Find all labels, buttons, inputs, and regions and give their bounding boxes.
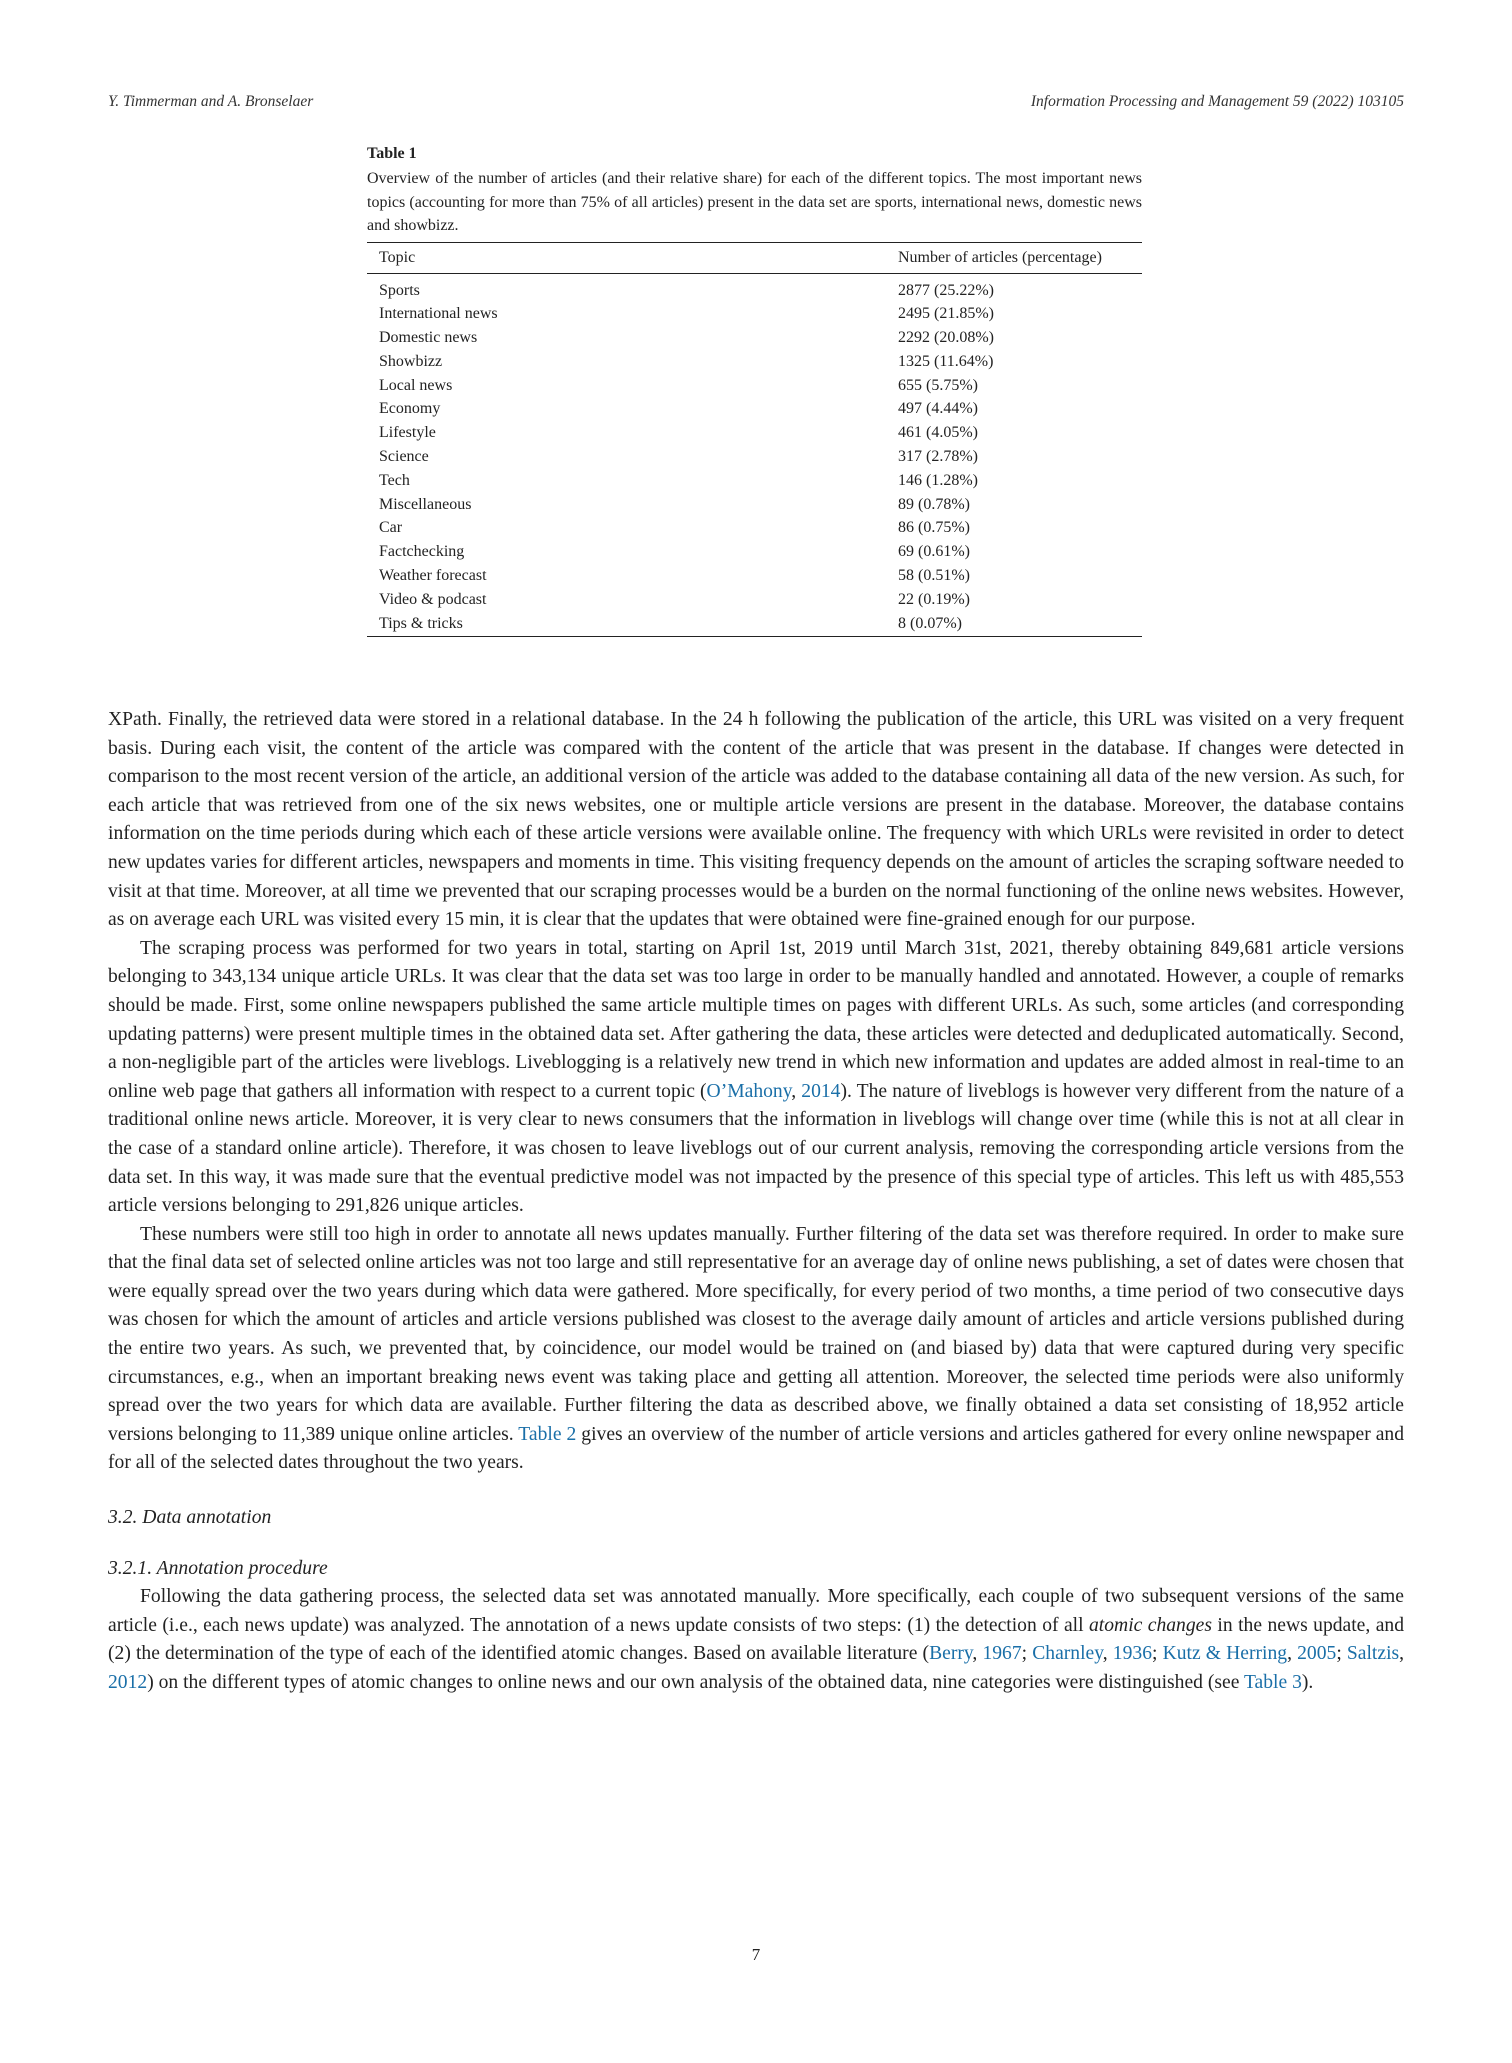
paragraph-1: XPath. Finally, the retrieved data were stored in a relational database. In the 24 h following the publication of the article, this URL was visited on a very frequent basis. During each visit, the content of the article was compared with the content of the article that was present in the database. If changes were detected in comparison to the most recent version of the article, an additional version of the article was added to the database containing all data of the new version. As such, for each article that was retrieved from one of the six news websites, one or multiple article versions are present in the database. Moreover, the database contains information on the time periods during which each of these article versions were available online. The frequency with which URLs were revisited in order to detect new updates varies for different articles, newspapers and moments in time. This visiting frequency depends on the amount of articles the scraping software needed to visit at that time. Moreover, at all time we prevented that our scraping processes would be a burden on the normal functioning of the online news websites. However, as on average each URL was visited every 15 min, it is clear that the updates that were obtained were fine-grained enough for our purpose. <box>108 709 1404 931</box>
citation-separator: ; <box>1336 1643 1347 1665</box>
subsection-heading: 3.2.1. Annotation procedure <box>108 1557 328 1579</box>
count-cell: 2877 (25.22%) <box>898 281 994 299</box>
table-2-link[interactable]: Table 2 <box>518 1423 577 1445</box>
paragraph-4-text-c: ) on the different types of atomic changes to online news and our own analysis of the obtained data, nine categories were distinguished (see <box>147 1672 1244 1693</box>
table-row <box>367 493 1142 517</box>
header-authors: Y. Timmerman and A. Bronselaer <box>108 93 314 110</box>
column-header-count: Number of articles (percentage) <box>886 242 1142 273</box>
topic-cell: Economy <box>379 400 441 418</box>
table-row <box>367 612 1142 637</box>
paragraph-4-text-b: in the news update, and (2) the determination of the type of each of the identified atomic changes. Based on available literature ( <box>108 1614 1405 1665</box>
table-row <box>367 421 1142 445</box>
paragraph-3 <box>108 1221 1404 1478</box>
count-cell: 86 (0.75%) <box>898 519 970 537</box>
citation-link-saltzis-year[interactable]: 2012 <box>108 1672 148 1693</box>
table-1 <box>367 143 1142 637</box>
emphasis-atomic-changes: atomic changes <box>1089 1614 1212 1636</box>
page-number: 7 <box>751 1945 761 1964</box>
section-heading: 3.2. Data annotation <box>108 1507 272 1529</box>
citation-separator: , <box>1102 1643 1113 1665</box>
topic-cell: Tips & tricks <box>367 612 886 637</box>
count-cell: 69 (0.61%) <box>898 543 970 561</box>
citation-separator: ; <box>1151 1643 1163 1665</box>
table-row <box>367 302 1142 326</box>
topic-cell: Car <box>379 519 403 537</box>
topic-cell: Miscellaneous <box>379 495 472 513</box>
topic-cell: Tech <box>379 471 410 489</box>
column-header-topic: Topic <box>367 242 886 273</box>
count-cell: 146 (1.28%) <box>898 471 978 489</box>
paragraph-4-text-a: Following the data gathering process, the selected data set was annotated manually. More specifically, each couple of two subsequent versions of the same article (i.e., each news update) was analyzed. The annotation of a news update consists of two steps: (1) the detection of all <box>108 1586 1404 1636</box>
count-cell: 317 (2.78%) <box>898 448 978 466</box>
paragraph-2-text-a: The scraping process was performed for two years in total, starting on April 1st, 2019 until March 31st, 2021, thereby obtaining 849,681 article versions belonging to 343,134 unique article URLs. It was clear that the data set was too large in order to be manually handled and annotated. However, a couple of remarks should be made. First, some online newspapers published the same article multiple times on pages with different URLs. As such, some articles (and corresponding updating patterns) were present multiple times in the obtained data set. After gathering the data, these articles were detected and deduplicated automatically. Second, a non-negligible part of the articles were liveblogs. Liveblogging is a relatively new trend in which new information and updates are added almost in real-time to an online web page that gathers all information with respect to a current topic ( <box>108 937 1404 1102</box>
topic-cell: Science <box>379 448 429 466</box>
table-row <box>367 445 1142 469</box>
paragraph-2-text-b: ). The nature of liveblogs is however very different from the nature of a traditional online news article. Moreover, it is very clear to news consumers that the information in liveblogs will change over time (while this is not at all clear in the case of a standard online article). Therefore, it was chosen to leave liveblogs out of our current analysis, removing the corresponding article versions from the data set. In this way, it was made sure that the eventual predictive model was not impacted by the presence of this special type of articles. This left us with 485,553 article versions belonging to 291,826 unique articles. <box>108 1080 1405 1217</box>
citation-separator: , <box>791 1080 802 1102</box>
count-cell: 497 (4.44%) <box>898 400 978 418</box>
citation-separator: , <box>1399 1643 1405 1665</box>
table-row <box>367 326 1142 350</box>
table-row <box>367 350 1142 374</box>
table-row <box>367 540 1142 564</box>
topics-table <box>367 242 1142 638</box>
table-header-row <box>367 242 1142 273</box>
table-row <box>367 273 1142 302</box>
table-row <box>367 374 1142 398</box>
table-caption: Overview of the number of articles (and their relative share) for each of the different topics. The most important news topics (accounting for more than 75% of all articles) present in the data set are sports, international news, domestic news and showbizz. <box>367 170 1142 234</box>
citation-separator: , <box>972 1643 983 1665</box>
topic-cell: Showbizz <box>379 352 443 370</box>
count-cell: 58 (0.51%) <box>898 567 970 585</box>
count-cell: 1325 (11.64%) <box>898 352 994 370</box>
topic-cell: Video & podcast <box>379 590 487 608</box>
citation-separator: ; <box>1021 1643 1033 1665</box>
count-cell: 461 (4.05%) <box>898 424 978 442</box>
topic-cell: Sports <box>379 281 420 299</box>
paragraph-2 <box>108 935 1404 1221</box>
count-cell: 2495 (21.85%) <box>898 305 994 323</box>
count-cell: 22 (0.19%) <box>898 590 970 608</box>
citation-link-omahony[interactable]: O’Mahony <box>706 1080 792 1102</box>
citation-link-kutz-herring[interactable]: Kutz & Herring <box>1162 1643 1288 1665</box>
body-text <box>108 706 1404 1698</box>
table-row <box>367 516 1142 540</box>
topic-cell: Weather forecast <box>379 567 487 585</box>
table-row <box>367 564 1142 588</box>
citation-link-omahony-year[interactable]: 2014 <box>801 1080 841 1102</box>
count-cell: 655 (5.75%) <box>898 376 978 394</box>
topic-cell: Domestic news <box>379 329 478 347</box>
paragraph-4 <box>108 1583 1404 1697</box>
citation-link-berry-year[interactable]: 1967 <box>982 1643 1022 1665</box>
topic-cell: Local news <box>379 376 453 394</box>
topic-cell: Lifestyle <box>379 424 436 442</box>
table-label: Table 1 <box>367 145 417 162</box>
citation-separator: , <box>1287 1643 1298 1665</box>
citation-link-berry[interactable]: Berry <box>929 1643 973 1665</box>
topic-cell: International news <box>379 305 498 323</box>
citation-link-charnley[interactable]: Charnley <box>1032 1643 1103 1665</box>
table-row <box>367 469 1142 493</box>
table-row <box>367 588 1142 612</box>
paragraph-4-text-d: ). <box>1301 1672 1314 1693</box>
paragraph-3-text-b: gives an overview of the number of article versions and articles gathered for every online newspaper and for all of the selected dates throughout the two years. <box>108 1423 1404 1474</box>
count-cell: 89 (0.78%) <box>898 495 970 513</box>
citation-link-kutz-herring-year[interactable]: 2005 <box>1297 1643 1337 1665</box>
table-3-link[interactable]: Table 3 <box>1243 1672 1302 1693</box>
paragraph-3-text-a: These numbers were still too high in order to annotate all news updates manually. Further filtering of the data set was therefore required. In order to make sure that the final data set of selected online articles was not too large and still representative for an average day of online news publishing, a set of dates were chosen that were equally spread over the two years during which data were gathered. More specifically, for every period of two months, a time period of two consecutive days was chosen for which the amount of articles and article versions published was closest to the average daily amount of articles and article versions published during the entire two years. As such, we prevented that, by coincidence, our model would be trained on (and biased by) data that were captured during very specific circumstances, e.g., when an important breaking news event was taking place and getting all attention. Moreover, the selected time periods were also uniformly spread over the two years for which data are available. Further filtering the data as described above, we finally obtained a data set consisting of 18,952 article versions belonging to 11,389 unique online articles. <box>108 1223 1404 1445</box>
topic-cell: Factchecking <box>379 543 465 561</box>
citation-link-charnley-year[interactable]: 1936 <box>1112 1643 1152 1665</box>
citation-link-saltzis[interactable]: Saltzis <box>1346 1643 1400 1665</box>
header-journal: Information Processing and Management 59 (2022) 103105 <box>1030 93 1404 110</box>
count-cell: 2292 (20.08%) <box>898 329 994 347</box>
table-row <box>367 397 1142 421</box>
count-cell: 8 (0.07%) <box>886 612 1142 637</box>
